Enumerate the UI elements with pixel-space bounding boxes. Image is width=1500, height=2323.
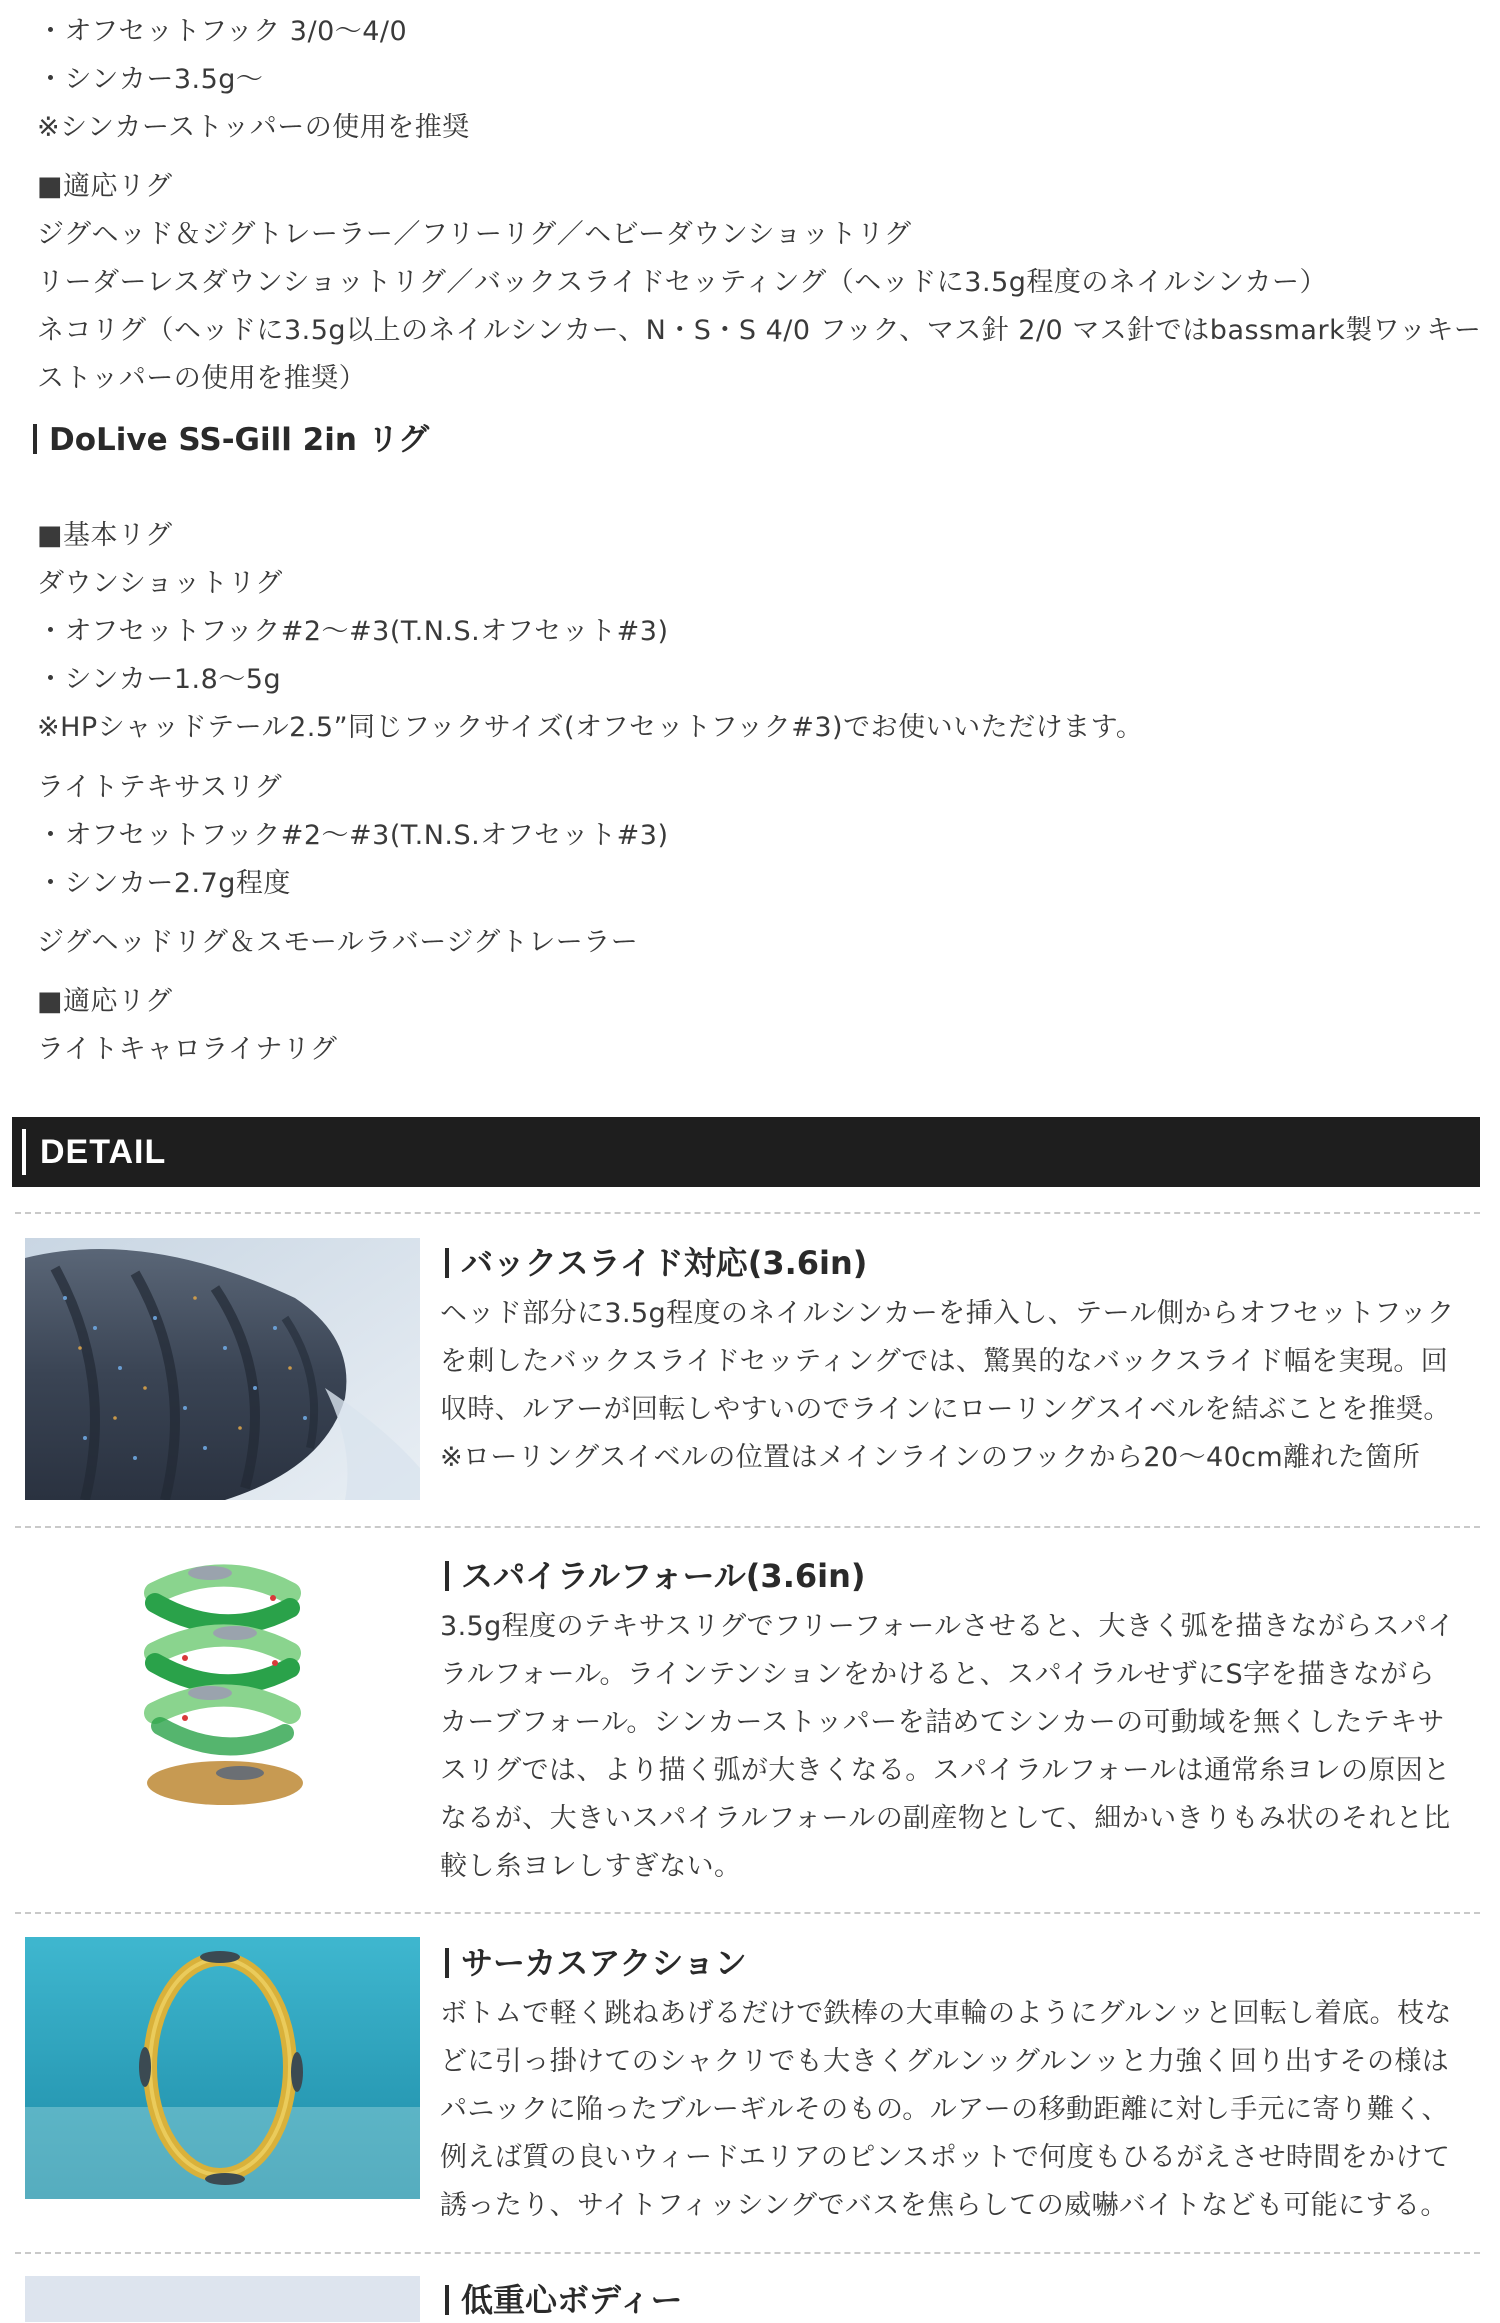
rig-line: ジグヘッドリグ＆スモールラバージグトレーラー [37,927,639,958]
feature-body [440,1290,1470,1482]
spiral-fall-image [25,1548,420,1828]
feature-line: 3.5g程度のテキサスリグでフリーフォールさせると、大きく弧を描きながらスパイ [440,1611,1455,1642]
rig-line: ジグヘッド＆ジグトレーラー／フリーリグ／ヘビーダウンショットリグ [37,219,912,250]
detail-header [12,1117,1480,1187]
feature-line: カーブフォール。シンカーストッパーを詰めてシンカーの可動域を無くしたテキサ [440,1707,1445,1738]
underwater-circus-photo [25,1937,420,2199]
section-label: ■基本リグ [37,520,173,551]
feature-line: ボトムで軽く跳ねあげるだけで鉄棒の大車輪のようにグルンッと回転し着底。枝な [440,1998,1452,2029]
feature-line: 収時、ルアーが回転しやすいのでラインにローリングスイベルを結ぶことを推奨。 [440,1394,1451,1425]
ss-gill-heading [33,418,429,462]
feature-line: を刺したバックスライドセッティングでは、驚異的なバックスライド幅を実現。回 [440,1346,1449,1377]
feature-line: ※ローリングスイベルの位置はメインラインのフックから20〜40cm離れた箇所 [440,1442,1421,1473]
rig-line: ・オフセットフック#2〜#3(T.N.S.オフセット#3) [37,820,669,851]
lure-closeup-photo [25,1238,420,1500]
rig-line: ・シンカー3.5g〜 [37,64,264,95]
feature-line: 例えば質の良いウィードエリアのピンスポットで何度もひるがえさせ時間をかけて [440,2142,1451,2173]
rig-line: ・オフセットフック#2〜#3(T.N.S.オフセット#3) [37,616,669,647]
rig-note: ※シンカーストッパーの使用を推奨 [37,112,470,143]
underwater-circus-image [25,1937,420,2199]
feature-title [445,1940,747,1986]
rig-line: ネコリグ（ヘッドに3.5g以上のネイルシンカー、N・S・S 4/0 フック、マス針 2/0 マス針ではbassmark製ワッキー [37,315,1482,346]
feature-line: 較し糸ヨレしすぎない。 [440,1851,742,1882]
rig-note: ※HPシャッドテール2.5”同じフックサイズ(オフセットフック#3)でお使いいただけます。 [37,712,1144,743]
detail-header-text: DETAIL [40,1133,167,1171]
feature-title [445,1553,866,1599]
rig-line: ダウンショットリグ [37,568,283,599]
feature-line: なるが、大きいスパイラルフォールの副産物として、細かいきりもみ状のそれと比 [440,1803,1451,1834]
feature-title [445,1240,867,1286]
feature-body [440,1603,1470,1891]
rig-line: ライトテキサスリグ [37,772,283,803]
feature-body [440,1990,1470,2230]
divider [15,2252,1480,2254]
feature-line: どに引っ掛けてのシャクリでも大きくグルンッグルンッと力強く回り出すその様は [440,2046,1450,2077]
heading-bar [445,1948,449,1978]
heading-bar [445,1248,449,1278]
heading-bar [445,2285,449,2315]
feature-title-text: バックスライド対応(3.6in) [461,1244,868,1282]
partial-photo [25,2276,420,2322]
feature-title-text: 低重心ボディー [461,2281,683,2319]
feature-line: パニックに陥ったブルーギルそのもの。ルアーの移動距離に対し手元に寄り難く、 [440,2094,1449,2125]
feature-line: ヘッド部分に3.5g程度のネイルシンカーを挿入し、テール側からオフセットフック [440,1298,1455,1329]
rig-line: ライトキャロライナリグ [37,1034,338,1065]
heading-bar [445,1561,449,1591]
feature-title [445,2277,682,2323]
rig-line: ・シンカー1.8〜5g [37,664,282,695]
rig-line: ストッパーの使用を推奨） [37,363,367,394]
ss-gill-heading-text: DoLive SS-Gill 2in リグ [49,422,430,458]
lure-closeup-image [25,1238,420,1500]
feature-title-text: スパイラルフォール(3.6in) [461,1557,866,1595]
header-accent-bar [22,1129,26,1175]
divider [15,1912,1480,1914]
feature-line: ラルフォール。ラインテンションをかけると、スパイラルせずにS字を描きながら [440,1659,1435,1690]
partial-image [25,2276,420,2322]
section-label: ■適応リグ [37,171,173,202]
rig-line: ・オフセットフック 3/0〜4/0 [37,16,408,47]
rig-line: ・シンカー2.7g程度 [37,868,291,899]
heading-bar [33,424,37,454]
section-label: ■適応リグ [37,986,173,1017]
feature-line: スリグでは、より描く弧が大きくなる。スパイラルフォールは通常糸ヨレの原因と [440,1755,1451,1786]
divider [15,1526,1480,1528]
spiral-fall-diagram [25,1548,420,1828]
divider [15,1212,1480,1214]
rig-line: リーダーレスダウンショットリグ／バックスライドセッティング（ヘッドに3.5g程度のネイルシンカー） [37,267,1327,298]
feature-title-text: サーカスアクション [461,1944,747,1982]
feature-line: 誘ったり、サイトフィッシングでバスを焦らしての威嚇バイトなども可能にする。 [440,2190,1448,2221]
